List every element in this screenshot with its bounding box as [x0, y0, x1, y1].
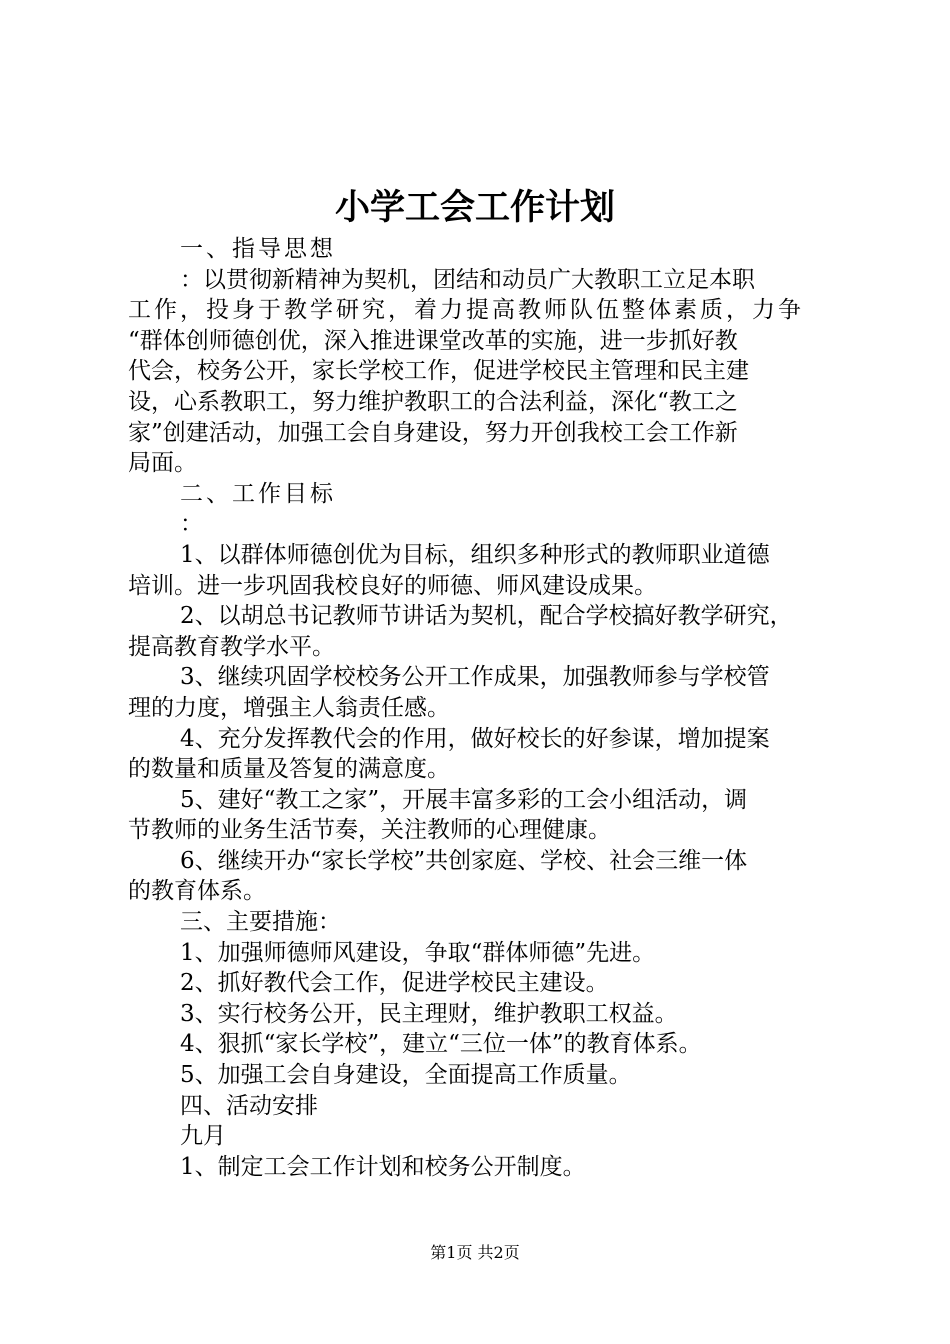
goal-item-continued: 的数量和质量及答复的满意度。: [128, 756, 450, 783]
paragraph-line: 家”创建活动，加强工会自身建设，努力开创我校工会工作新: [128, 419, 738, 446]
goal-item: 5、建好“教工之家”，开展丰富多彩的工会小组活动，调: [180, 786, 748, 813]
paragraph-line: 代会，校务公开，家长学校工作，促进学校民主管理和民主建: [128, 358, 749, 385]
page-footer: 第1页 共2页: [430, 1243, 520, 1262]
paragraph-line: ：以贯彻新精神为契机，团结和动员广大教职工立足本职: [180, 266, 755, 293]
goal-item: 6、继续开办“家长学校”共创家庭、学校、社会三维一体: [180, 847, 748, 874]
goal-item-continued: 理的力度，增强主人翁责任感。: [128, 694, 450, 721]
goal-item: 4、充分发挥教代会的作用，做好校长的好参谋，增加提案: [180, 725, 770, 752]
measure-item: 1、加强师德师风建设，争取“群体师德”先进。: [180, 939, 656, 966]
goal-item: 2、以胡总书记教师节讲话为契机，配合学校搞好教学研究，: [180, 603, 793, 630]
goal-item-continued: 的教育体系。: [128, 878, 266, 905]
paragraph-line: 设，心系教职工，努力维护教职工的合法利益，深化“教工之: [128, 388, 738, 415]
paragraph-line: “群体创师德创优，深入推进课堂改革的实施，进一步抓好教: [128, 327, 738, 354]
section-heading-main-measures: 三、主要措施：: [180, 909, 341, 936]
activity-item: 1、制定工会工作计划和校务公开制度。: [180, 1153, 586, 1180]
goal-item: 3、继续巩固学校校务公开工作成果，加强教师参与学校管: [180, 664, 770, 691]
paragraph-line: 局面。: [128, 450, 197, 477]
section-heading-guiding-thought: 一、指导思想: [180, 236, 336, 262]
goal-item-continued: 培训。进一步巩固我校良好的师德、师风建设成果。: [128, 572, 657, 599]
measure-item: 4、狠抓“家长学校”，建立“三位一体”的教育体系。: [180, 1031, 702, 1058]
month-heading-september: 九月: [180, 1123, 226, 1150]
goal-item: 1、以群体师德创优为目标，组织多种形式的教师职业道德: [180, 541, 770, 568]
measure-item: 5、加强工会自身建设，全面提高工作质量。: [180, 1062, 632, 1089]
measure-item: 2、抓好教代会工作，促进学校民主建设。: [180, 970, 609, 997]
paragraph-line: ：: [180, 511, 203, 538]
goal-item-continued: 提高教育教学水平。: [128, 633, 335, 660]
document-title: 小学工会工作计划: [334, 187, 615, 228]
section-heading-work-goals: 二、工作目标: [180, 480, 336, 507]
goal-item-continued: 节教师的业务生活节奏，关注教师的心理健康。: [128, 817, 611, 844]
document-body: [128, 234, 828, 1182]
measure-item: 3、实行校务公开，民主理财，维护教职工权益。: [180, 1000, 678, 1027]
paragraph-line: 工作，投身于教学研究，着力提高教师队伍整体素质，力争: [128, 297, 804, 324]
section-heading-activity-schedule: 四、活动安排: [180, 1092, 318, 1119]
